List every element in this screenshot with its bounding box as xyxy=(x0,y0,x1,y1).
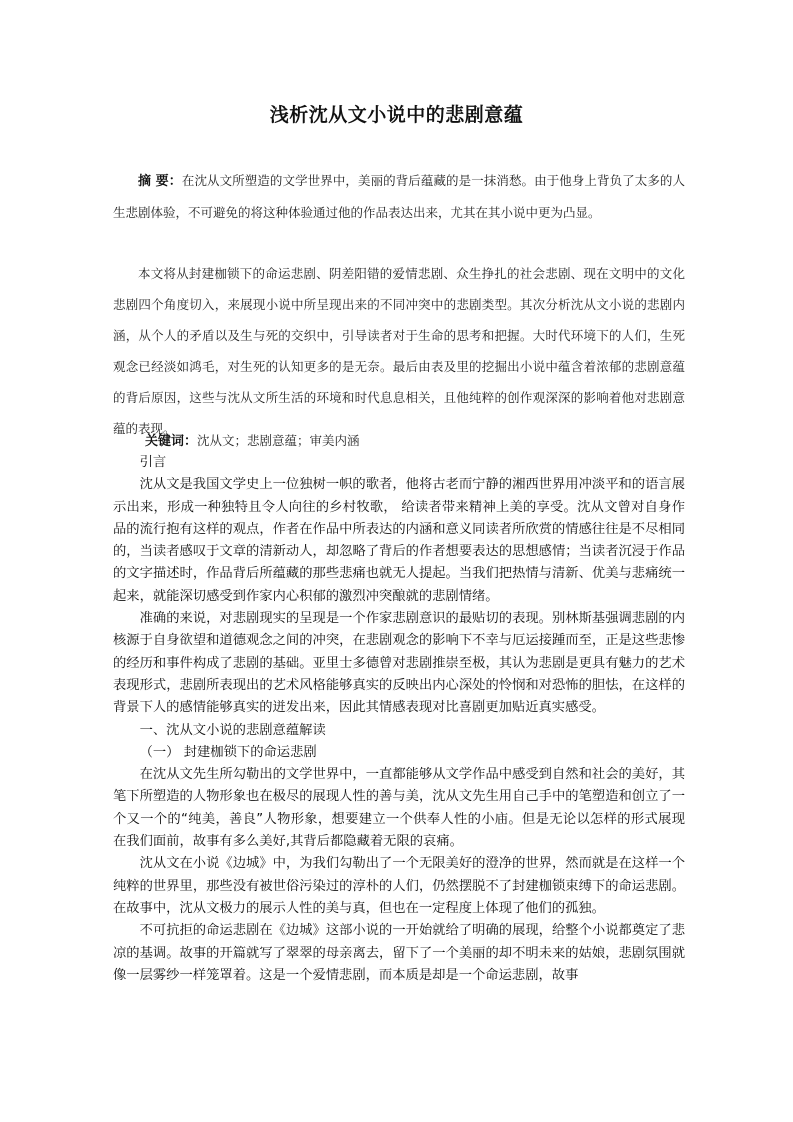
body-paragraph-1: 沈从文是我国文学史上一位独树一帜的歌者，他将古老而宁静的湘西世界用冲淡平和的语言展示出来，形成一种独特且令人向往的乡村牧歌， 给读者带来精神上美的享受。沈从文曾对自身作品的流行抱有这样的观点，作者在作品中所表达的内涵和意义同读者所欣赏的情感往往是不尽相同的，当读者感叹于文章的清新动人，却忽略了背后的作者想要表达的思想感情；当读者沉浸于作品的文字描述时，作品背后所蕴藏的那些悲痛也就无人提起。当我们把热情与清新、优美与悲痛统一起来，就能深切感受到作家内心积郁的激烈冲突酿就的悲剧情绪。 xyxy=(113,477,685,604)
abstract-label: 摘 要： xyxy=(138,174,182,189)
abstract-block-2 xyxy=(113,258,685,444)
body-text xyxy=(113,452,685,987)
abstract-paragraph-1 xyxy=(113,165,685,228)
paper-title: 浅析沈从文小说中的悲剧意蕴 xyxy=(269,104,524,126)
body-paragraph-5: 不可抗拒的命运悲剧在《边城》这部小说的一开始就给了明确的展现，给整个小说都奠定了悲凉的基调。故事的开篇就写了翠翠的母亲离去，留下了一个美丽的却不明未来的姑娘，悲剧氛围就像一层雾纱一样笼罩着。这是一个爱情悲剧，而本质是却是一个命运悲剧，故事 xyxy=(113,923,685,983)
abstract-text-1: 在沈从文所塑造的文学世界中，美丽的背后蕴藏的是一抹消愁。由于他身上背负了太多的人生悲剧体验，不可避免的将这种体验通过他的作品表达出来，尤其在其小说中更为凸显。 xyxy=(113,173,685,220)
intro-heading: 引言 xyxy=(139,455,167,470)
section-heading-1: 一、沈从文小说的悲剧意蕴解读 xyxy=(139,722,326,738)
subsection-heading-1: （一） 封建枷锁下的命运悲剧 xyxy=(139,744,317,760)
keywords-line xyxy=(145,430,685,449)
body-paragraph-4: 沈从文在小说《边城》中，为我们勾勒出了一个无限美好的澄净的世界，然而就是在这样一个纯粹的世界里，那些没有被世俗污染过的淳朴的人们，仍然摆脱不了封建枷锁束缚下的命运悲剧。在故事中，沈从文极力的展示人性的美与真，但也在一定程度上体现了他们的孤独。 xyxy=(113,856,685,916)
body-paragraph-3: 在沈从文先生所勾勒出的文学世界中，一直都能够从文学作品中感受到自然和社会的美好，其笔下所塑造的人物形象也在极尽的展现人性的善与美，沈从文先生用自己手中的笔塑造和创立了一个又一个的“纯美，善良”人物形象，想要建立一个供奉人性的小庙。但是无论以怎样的形式展现在我们面前，故事有多么美好,其背后都隐藏着无限的哀痛。 xyxy=(113,767,685,850)
body-paragraph-2: 准确的来说，对悲剧现实的呈现是一个作家悲剧意识的最贴切的表现。别林斯基强调悲剧的内核源于自身欲望和道德观念之间的冲突，在悲剧观念的影响下不幸与厄运接踵而至，正是这些悲惨的经历和事件构成了悲剧的基础。亚里士多德曾对悲剧推崇至极，其认为悲剧是更具有魅力的艺术表现形式，悲剧所表现出的艺术风格能够真实的反映出内心深处的怜悯和对恐怖的胆怯，在这样的背景下人的感情能够真实的迸发出来，因此其情感表现对比喜剧更加贴近真实感受。 xyxy=(113,611,685,716)
abstract-block xyxy=(113,165,685,228)
keywords-text: 沈从文；悲剧意蕴；审美内涵 xyxy=(197,433,360,448)
abstract-paragraph-2: 本文将从封建枷锁下的命运悲剧、阴差阳错的爱情悲剧、众生挣扎的社会悲剧、现在文明中的文化悲剧四个角度切入，来展现小说中所呈现出来的不同冲突中的悲剧类型。其次分析沈从文小说的悲剧内涵，从个人的矛盾以及生与死的交织中，引导读者对于生命的思考和把握。大时代环境下的人们，生死观念已经淡如鸿毛，对生死的认知更多的是无奈。最后由表及里的挖掘出小说中蕴含着浓郁的悲剧意蕴的背后原因，这些与沈从文所生活的环境和时代息息相关，且他纯粹的创作观深深的影响着他对悲剧意蕴的表现。 xyxy=(113,266,685,436)
keywords-label: 关键词： xyxy=(145,434,198,449)
